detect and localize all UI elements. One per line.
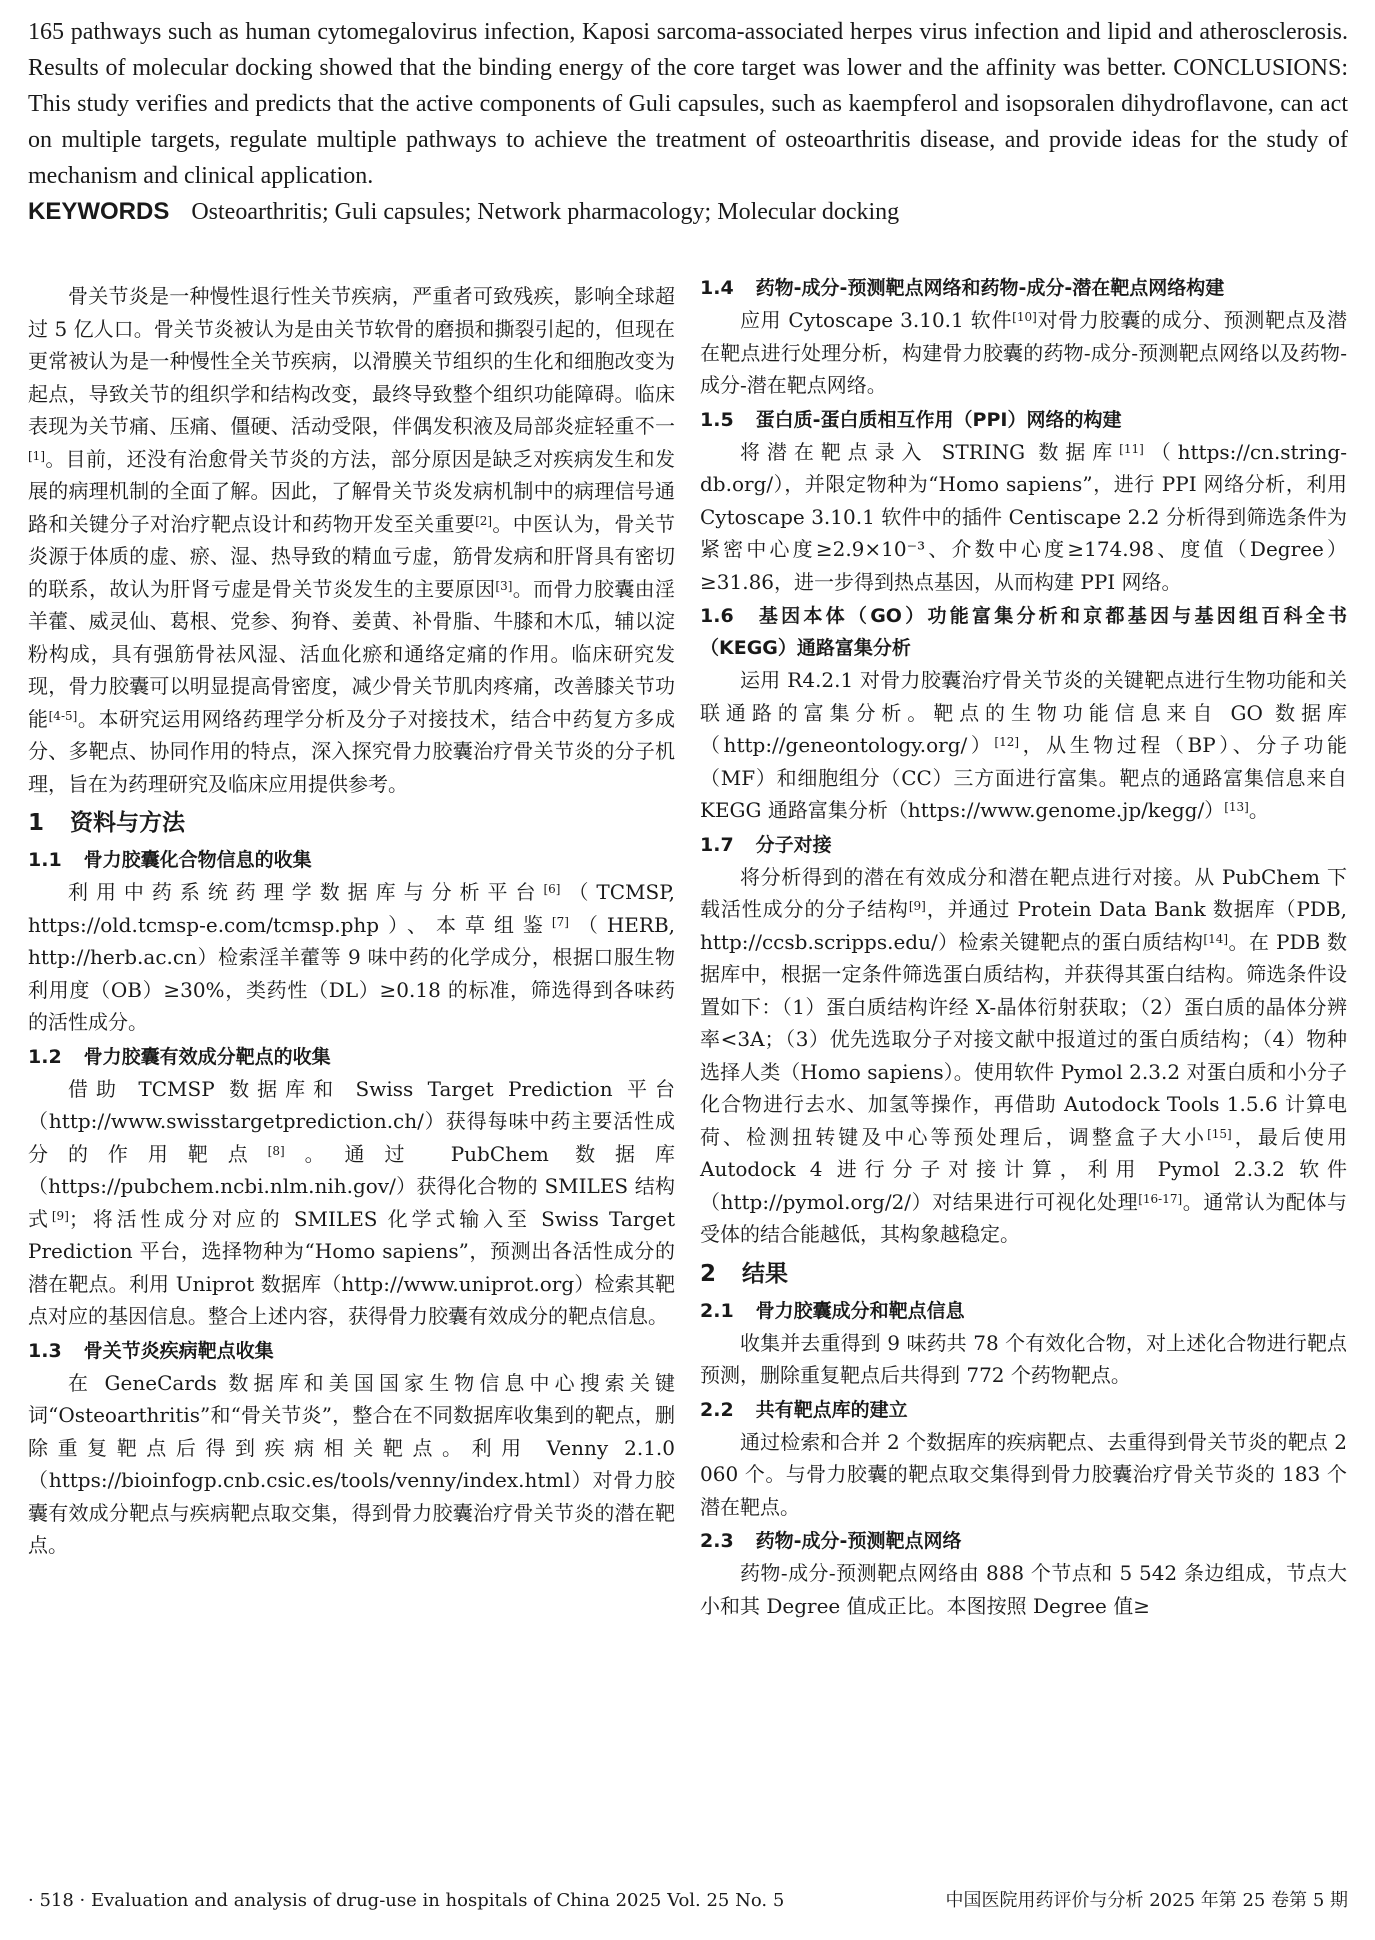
subsection-heading-1-7: 1.7 分子对接 — [700, 833, 832, 856]
citation: [2] — [475, 513, 493, 528]
citation: [11] — [1119, 441, 1144, 456]
paragraph-1-1: 利用中药系统药理学数据库与分析平台[6]（TCMSP, https://old.tcmsp-e.com/tcmsp.php）、本草组鉴[7]（HERB, http://herb.ac.cn）检索淫羊藿等 9 味中药的化学成分，根据口服生物利用度（OB）≥30%，类药性（DL）≥0.18 的标准，筛选得到各味药的活性成分。 — [28, 880, 675, 1034]
paragraph-1-7: 将分析得到的潜在有效成分和潜在靶点进行对接。从 PubChem 下载活性成分的分子结构[9]，并通过 Protein Data Bank 数据库（PDB, http://ccsb.scripps.edu/）检索关键靶点的蛋白质结构[14]。在 PDB 数据库中，根据一定条件筛选蛋白质结构，并获得其蛋白结构。筛选条件设置如下：（1）蛋白质结构许经 X-晶体衍射获取；（2）蛋白质的晶体分辨率<3A；（3）优先选取分子对接文献中报道过的蛋白质结构；（4）物种选择人类（Homo sapiens）。使用软件 Pymol 2.3.2 对蛋白质和小分子化合物进行去水、加氢等操作，再借助 Autodock Tools 1.5.6 计算电荷、检测扭转键及中心等预处理后，调整盒子大小[15]，最后使用 Autodock 4 进行分子对接计算，利用 Pymol 2.3.2 软件（http://pymol.org/2/）对结果进行可视化处理[16-17]。通常认为配体与受体的结合能越低，其构象越稳定。 — [700, 864, 1348, 1246]
subsection-heading-2-1: 2.1 骨力胶囊成分和靶点信息 — [700, 1299, 965, 1322]
citation: [15] — [1207, 1126, 1232, 1141]
subsection-heading-1-1: 1.1 骨力胶囊化合物信息的收集 — [28, 849, 312, 871]
subsection-heading-1-6: 1.6 基因本体（GO）功能富集分析和京都基因与基因组百科全书（KEGG）通路富集分析 — [700, 605, 1347, 659]
paragraph-1-2: 借助 TCMSP 数据库和 Swiss Target Prediction 平台（http://www.swisstargetprediction.ch/）获得每味中药主要活性成分的作用靶点[8]。通过 PubChem 数据库（https://pubchem.ncbi.nlm.nih.gov/）获得化合物的 SMILES 结构式[9]；将活性成分对应的 SMILES 化学式输入至 Swiss Target Prediction 平台，选择物种为“Homo sapiens”，预测出各活性成分的潜在靶点。利用 Uniprot 数据库（http://www.uniprot.org）检索其靶点对应的基因信息。整合上述内容，获得骨力胶囊有效成分的靶点信息。 — [28, 1076, 676, 1328]
citation: [9] — [51, 1208, 69, 1223]
page-footer — [28, 1888, 1348, 1914]
paragraph-1-4: 应用 Cytoscape 3.10.1 软件[10]对骨力胶囊的成分、预测靶点及潜在靶点进行处理分析，构建骨力胶囊的药物-成分-预测靶点网络以及药物-成分-潜在靶点网络。 — [700, 308, 1347, 397]
right-column — [700, 270, 1347, 1622]
paragraph-1-3: 在 GeneCards 数据库和美国国家生物信息中心搜索关键词“Osteoarthritis”和“骨关节炎”，整合在不同数据库收集到的靶点，删除重复靶点后得到疾病相关靶点。利用 Venny 2.1.0（https://bioinfogp.cnb.csic.es/tools/venny/index.html）对骨力胶囊有效成分靶点与疾病靶点取交集，得到骨力胶囊治疗骨关节炎的潜在靶点。 — [28, 1370, 675, 1557]
subsection-heading-1-3: 1.3 骨关节炎疾病靶点收集 — [28, 1339, 274, 1362]
english-abstract — [28, 14, 1348, 230]
abstract-text: 165 pathways such as human cytomegalovirus infection, Kaposi sarcoma-associated herpes virus infection and lipid and atherosclerosis. Results of molecular docking showed that the binding energy of the core target was lower and the affinity was better. CONCLUSIONS: This study verifies and predicts that the active components of Guli capsules, such as kaempferol and isopsoralen dihydroflavone, can act on multiple targets, regulate multiple pathways to achieve the treatment of osteoarthritis disease, and provide ideas for the study of mechanism and clinical application. — [28, 19, 1348, 189]
citation: [16-17] — [1138, 1191, 1183, 1206]
paragraph-2-3: 药物-成分-预测靶点网络由 888 个节点和 5 542 条边组成，节点大小和其 Degree 值成正比。本图按照 Degree 值≥ — [700, 1561, 1347, 1618]
citation: [10] — [1012, 310, 1037, 324]
footer-right: 中国医院用药评价与分析 2025 年第 25 卷第 5 期 — [945, 1890, 1348, 1911]
footer-left: · 518 · Evaluation and analysis of drug-use in hospitals of China 2025 Vol. 25 No. 5 — [28, 1890, 785, 1911]
subsection-heading-2-2: 2.2 共有靶点库的建立 — [700, 1398, 908, 1421]
citation: [12] — [994, 735, 1020, 749]
subsection-heading-2-3: 2.3 药物-成分-预测靶点网络 — [700, 1530, 962, 1552]
left-column — [28, 280, 675, 1562]
citation: [14] — [1203, 931, 1229, 946]
subsection-heading-1-5: 1.5 蛋白质-蛋白质相互作用（PPI）网络的构建 — [700, 408, 1122, 431]
keywords-text: Osteoarthritis; Guli capsules; Network pharmacology; Molecular docking — [191, 199, 900, 225]
citation: [8] — [267, 1143, 285, 1158]
citation: [9] — [908, 899, 926, 913]
paragraph-1-5: 将潜在靶点录入 STRING 数据库[11]（https://cn.string-db.org/），并限定物种为“Homo sapiens”，进行 PPI 网络分析，利用 Cytoscape 3.10.1 软件中的插件 Centiscape 2.2 分析得到筛选条件为紧密中心度≥2.9×10⁻³、介数中心度≥174.98、度值（Degree）≥31.86，进一步得到热点基因，从而构建 PPI 网络。 — [700, 439, 1347, 594]
citation: [7] — [551, 914, 569, 929]
paragraph-2-2: 通过检索和合并 2 个数据库的疾病靶点、去重得到骨关节炎的靶点 2 060 个。与骨力胶囊的靶点取交集得到骨力胶囊治疗骨关节炎的 183 个潜在靶点。 — [700, 1429, 1347, 1519]
keywords-line — [28, 194, 1348, 230]
citation: [4-5] — [48, 708, 78, 723]
intro-paragraph: 骨关节炎是一种慢性退行性关节疾病，严重者可致残疾，影响全球超过 5 亿人口。骨关节炎被认为是由关节软骨的磨损和撕裂引起的，但现在更常被认为是一种慢性全关节疾病，以滑膜关节组织的生化和细胞改变为起点，导致关节的组织学和结构改变，最终导致整个组织功能障碍。临床表现为关节痛、压痛、僵硬、活动受限，伴偶发积液及局部炎症轻重不一[1]。目前，还没有治愈骨关节炎的方法，部分原因是缺乏对疾病发生和发展的病理机制的全面了解。因此，了解骨关节炎发病机制中的病理信号通路和关键分子对治疗靶点设计和药物开发至关重要[2]。中医认为，骨关节炎源于体质的虚、瘀、湿、热导致的精血亏虚，筋骨发病和肝肾具有密切的联系，故认为肝肾亏虚是骨关节炎发生的主要原因[3]。而骨力胶囊由淫羊藿、威灵仙、葛根、党参、狗脊、姜黄、补骨脂、牛膝和木瓜，辅以淀粉构成，具有强筋骨祛风湿、活血化瘀和通络定痛的作用。临床研究发现，骨力胶囊可以明显提高骨密度，减少骨关节肌肉疼痛，改善膝关节功能[4-5]。本研究运用网络药理学分析及分子对接技术，结合中药复方多成分、多靶点、协同作用的特点，深入探究骨力胶囊治疗骨关节炎的分子机理，旨在为药理研究及临床应用提供参考。 — [28, 284, 676, 796]
citation: [1] — [28, 448, 45, 463]
subsection-heading-1-4: 1.4 药物-成分-预测靶点网络和药物-成分-潜在靶点网络构建 — [700, 277, 1225, 299]
citation: [13] — [1224, 800, 1249, 814]
paragraph-1-6: 运用 R4.2.1 对骨力胶囊治疗骨关节炎的关键靶点进行生物功能和关联通路的富集分析。靶点的生物功能信息来自 GO 数据库（http://geneontology.org/）[12]，从生物过程（BP）、分子功能（MF）和细胞组分（CC）三方面进行富集。靶点的通路富集信息来自 KEGG 通路富集分析（https://www.genome.jp/kegg/）[13]。 — [700, 668, 1347, 822]
section-heading-2: 2 结果 — [700, 1260, 789, 1287]
section-heading-1: 1 资料与方法 — [28, 810, 186, 836]
keywords-label: KEYWORDS — [28, 198, 170, 225]
paragraph-2-1: 收集并去重得到 9 味药共 78 个有效化合物，对上述化合物进行靶点预测，删除重复靶点后共得到 772 个药物靶点。 — [700, 1330, 1347, 1387]
citation: [6] — [543, 882, 561, 896]
citation: [3] — [495, 578, 513, 593]
subsection-heading-1-2: 1.2 骨力胶囊有效成分靶点的收集 — [28, 1045, 331, 1068]
